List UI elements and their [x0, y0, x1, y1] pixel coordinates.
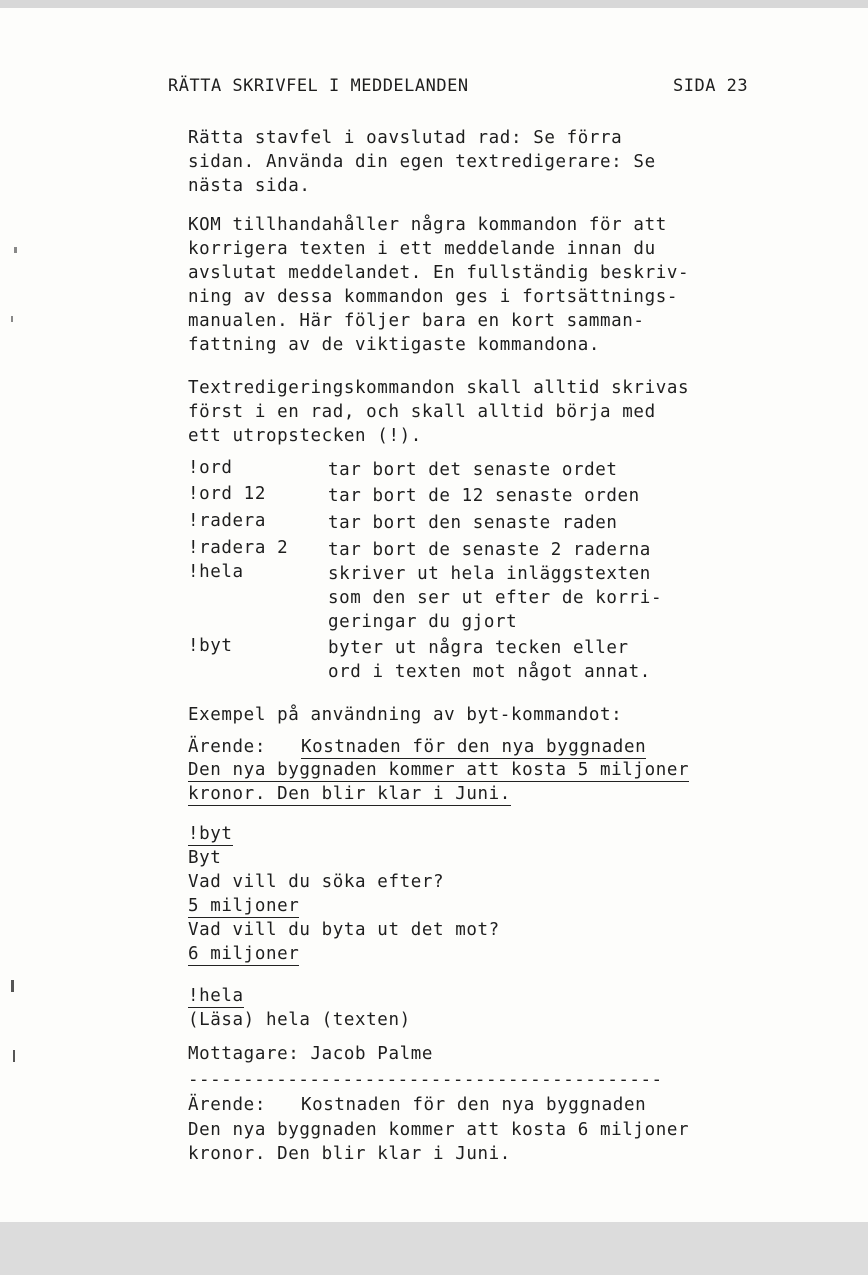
- command-name: !hela: [188, 562, 244, 582]
- commands-intro-paragraph: Textredigeringskommandon skall alltid skrivas först i en rad, och skall alltid börja med ett utropstecken (!).: [188, 378, 690, 446]
- byt-command: !byt: [188, 824, 233, 844]
- running-header-title: RÄTTA SKRIVFEL I MEDDELANDEN: [168, 76, 469, 96]
- example-subject-label: Ärende:: [188, 737, 266, 757]
- command-description: tar bort de 12 senaste orden: [328, 486, 640, 506]
- command-name: !radera: [188, 511, 266, 531]
- result-subject-value: Kostnaden för den nya byggnaden: [301, 1095, 647, 1115]
- prompt-search: Vad vill du söka efter?: [188, 872, 445, 892]
- command-name: !ord 12: [188, 484, 266, 504]
- search-input: 5 miljoner: [188, 896, 300, 916]
- scan-bottom-margin: [0, 1222, 868, 1275]
- scan-speck: [11, 980, 14, 992]
- replace-input-wrap: [188, 942, 299, 966]
- example-body-line2-wrap: [188, 782, 511, 806]
- recipient-line: Mottagare: Jacob Palme: [188, 1044, 433, 1064]
- command-name: !radera 2: [188, 538, 289, 558]
- scan-speck: [14, 247, 17, 253]
- result-body-line2: kronor. Den blir klar i Juni.: [188, 1144, 511, 1164]
- separator-line: -------------------------------------------: [188, 1070, 663, 1090]
- hela-command-wrap: [188, 984, 244, 1008]
- command-description: tar bort det senaste ordet: [328, 460, 618, 480]
- command-name: !byt: [188, 636, 233, 656]
- search-input-wrap: [188, 894, 299, 918]
- result-body-line1: Den nya byggnaden kommer att kosta 6 miljoner: [188, 1120, 690, 1140]
- command-name: !ord: [188, 458, 233, 478]
- example-body-line2: kronor. Den blir klar i Juni.: [188, 784, 511, 804]
- byt-echo: Byt: [188, 848, 222, 868]
- example-subject-value: Kostnaden för den nya byggnaden: [301, 737, 647, 757]
- command-description: skriver ut hela inläggstexten som den ser ut efter de korri- geringar du gjort: [328, 564, 663, 632]
- hela-command: !hela: [188, 986, 244, 1006]
- command-description: byter ut några tecken eller ord i texten mot något annat.: [328, 638, 651, 682]
- replace-input: 6 miljoner: [188, 944, 300, 964]
- page-number: SIDA 23: [673, 76, 749, 96]
- intro-paragraph: Rätta stavfel i oavslutad rad: Se förra sidan. Använda din egen textredigerare: Se nästa sida.: [188, 128, 656, 196]
- scan-speck: [11, 316, 13, 322]
- example-body-line1: Den nya byggnaden kommer att kosta 5 miljoner: [188, 760, 690, 780]
- example-body-line1-wrap: [188, 758, 689, 782]
- hela-echo: (Läsa) hela (texten): [188, 1010, 411, 1030]
- result-subject-label: Ärende:: [188, 1095, 266, 1115]
- command-description: tar bort de senaste 2 raderna: [328, 540, 651, 560]
- byt-command-wrap: [188, 822, 233, 846]
- command-description: tar bort den senaste raden: [328, 513, 618, 533]
- prompt-replace: Vad vill du byta ut det mot?: [188, 920, 500, 940]
- description-paragraph: KOM tillhandahåller några kommandon för att korrigera texten i ett meddelande innan du avslutat meddelandet. En fullständig beskriv- ning av dessa kommandon ges i fortsättnings- manualen. Här följer bara en kort samman- fattning av de viktigaste kommandona.: [188, 215, 690, 355]
- example-subject-value-wrap: [301, 735, 646, 759]
- scan-speck: [13, 1050, 15, 1062]
- example-heading: Exempel på användning av byt-kommandot:: [188, 705, 623, 725]
